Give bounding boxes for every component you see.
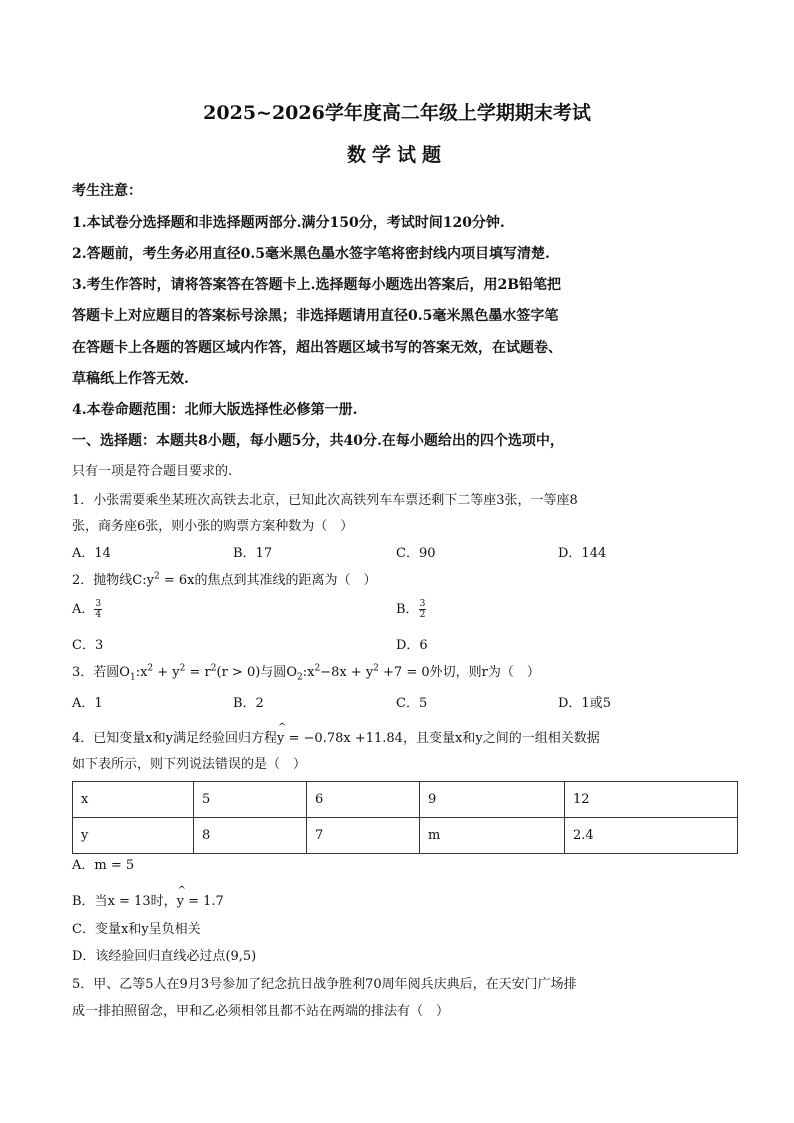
question-5-line-2: 成一排拍照留念，甲和乙必须相邻且都不站在两端的排法有（ ）	[72, 1004, 450, 1019]
question-4-option-b	[72, 890, 224, 909]
circle-1-exp: 2	[210, 663, 217, 674]
question-4-suffix: 之间的一组相关数据	[482, 731, 600, 746]
circle-2-eq-part: +7 = 0	[378, 665, 430, 680]
question-2-equation: = 6x	[159, 573, 195, 588]
table-cell: 5	[194, 782, 307, 818]
circle-1-eq-part: :x	[135, 665, 148, 680]
question-2-option-c: C．3	[72, 638, 104, 653]
section-heading-line-1: 一、选择题：本题共8小题，每小题5分，共40分.在每小题给出的四个选项中，	[72, 433, 564, 449]
circle-2-eq-part: :x	[302, 665, 315, 680]
option-math: (9,5)	[225, 949, 257, 964]
table-cell: x	[73, 782, 194, 818]
circle-2-name: O	[286, 665, 297, 680]
var-x: x	[454, 731, 463, 746]
question-3-suffix: 外切，则	[429, 665, 482, 680]
notice-item-4: 4.本卷命题范围：北师大版选择性必修第一册.	[72, 402, 358, 418]
fraction-denominator: 4	[95, 610, 102, 620]
question-4-mid: 满足经验回归方程	[173, 731, 278, 746]
table-cell: m	[420, 818, 565, 854]
question-4-option-c	[72, 918, 201, 937]
option-text: 和	[128, 922, 142, 937]
circle-1-subscript: 1	[129, 672, 136, 683]
table-cell: 7	[307, 818, 420, 854]
fraction-numerator: 3	[95, 599, 102, 609]
notice-item-3-line-1: 3.考生作答时，请将答案答在答题卡上.选择题每小题选出答案后，用2B铅笔把	[72, 277, 562, 293]
circle-1-condition: (r > 0)	[216, 665, 261, 680]
var-y: y	[475, 731, 483, 746]
question-1-option-b: B．17	[233, 546, 273, 561]
question-1-option-d: D．144	[558, 546, 607, 561]
exam-subtitle: 数学试题	[346, 144, 447, 166]
circle-2-exp: 2	[314, 663, 321, 674]
question-4-option-a	[72, 854, 134, 873]
table-row	[73, 782, 738, 818]
circle-1-exp: 2	[147, 663, 154, 674]
question-3-suffix: 为（ ）	[487, 665, 540, 680]
fraction-denominator: 2	[419, 610, 426, 620]
question-4-option-d	[72, 945, 256, 964]
table-cell: 6	[307, 782, 420, 818]
question-3-option-d: D．1或5	[558, 696, 611, 711]
question-3-prefix: 3．若圆	[72, 665, 120, 680]
question-2-option-d: D．6	[396, 638, 428, 653]
notice-item-3-line-3: 在答题卡上各题的答题区域内作答，超出答题区域书写的答案无效，在试题卷、	[72, 340, 562, 356]
question-2-stem	[72, 569, 376, 588]
var-x: x	[120, 922, 129, 937]
question-3-option-a: A．1	[72, 696, 103, 711]
question-2-prefix: 2．抛物线	[72, 573, 133, 588]
var-y: y	[165, 731, 173, 746]
question-2-option-a	[72, 598, 102, 620]
fraction-numerator: 3	[419, 599, 426, 609]
table-row	[73, 818, 738, 854]
circle-2-exp: 2	[373, 663, 379, 674]
question-2-curve: C:y	[132, 573, 154, 588]
question-3-var-r: r	[481, 665, 488, 680]
question-2-option-a-fraction	[94, 599, 102, 620]
table-cell: y	[73, 818, 194, 854]
circle-1-eq-part: + y	[153, 665, 180, 680]
circle-1-exp: 2	[179, 663, 186, 674]
conj: 和	[462, 731, 476, 746]
conj: 和	[152, 731, 166, 746]
question-1-option-a: A．14	[72, 546, 111, 561]
option-text: 呈负相关	[148, 922, 201, 937]
table-cell: 9	[420, 782, 565, 818]
var-x: x	[145, 731, 153, 746]
question-3-stem	[72, 661, 540, 683]
question-2-suffix: 的焦点到其准线的距离为（ ）	[194, 573, 377, 588]
circle-1-name: O	[119, 665, 130, 680]
table-cell: 12	[565, 782, 738, 818]
circle-1-eq-part: = r	[185, 665, 211, 680]
option-label: A．	[72, 858, 95, 873]
question-1-option-c: C．90	[396, 546, 436, 561]
question-4-line-2: 如下表所示，则下列说法错误的是（ ）	[72, 757, 307, 772]
question-2-exponent: 2	[153, 571, 160, 582]
option-label: B．当	[72, 894, 108, 909]
option-text: C．变量	[72, 922, 121, 937]
notice-item-3-line-4: 草稿纸上作答无效.	[72, 371, 189, 387]
question-4-prefix: 4．已知变量	[72, 731, 146, 746]
question-5-line-1: 5．甲、乙等5人在9月3号参加了纪念抗日战争胜利70周年阅兵庆典后，在天安门广场排	[72, 977, 577, 992]
question-3-option-c: C．5	[396, 696, 428, 711]
notice-heading: 考生注意：	[72, 183, 142, 199]
question-3-option-b: B．2	[233, 696, 264, 711]
exam-title: 2025~2026学年度高二年级上学期期末考试	[203, 102, 591, 124]
table-cell: 8	[194, 818, 307, 854]
question-2-option-a-label: A．	[72, 602, 95, 617]
notice-item-2: 2.答题前，考生务必用直径0.5毫米黑色墨水签字笔将密封线内项目填写清楚.	[72, 246, 550, 262]
option-math: x = 13	[107, 894, 151, 909]
var-y: y	[141, 922, 149, 937]
section-heading-line-2: 只有一项是符合题目要求的.	[72, 464, 233, 479]
option-text: D．该经验回归直线必过点	[72, 949, 226, 964]
notice-item-1: 1.本试卷分选择题和非选择题两部分.满分150分，考试时间120分钟.	[72, 215, 505, 231]
question-2-option-b	[396, 598, 426, 620]
option-math: m = 5	[94, 858, 135, 873]
table-cell: 2.4	[565, 818, 738, 854]
question-1-line-2: 张，商务座6张，则小张的购票方案种数为（ ）	[72, 519, 354, 534]
circle-2-eq-part: −8x + y	[320, 665, 374, 680]
y-hat: ^ y	[177, 894, 184, 909]
question-1-line-1: 1．小张需要乘坐某班次高铁去北京，已知此次高铁列车车票还剩下二等座3张，一等座8	[72, 493, 578, 508]
notice-item-3-line-2: 答题卡上对应题目的答案标号涂黑；非选择题请用直径0.5毫米黑色墨水签字笔	[72, 308, 559, 324]
y-hat: ^ y	[277, 731, 284, 746]
question-2-option-b-fraction	[419, 599, 427, 620]
regression-equation: = −0.78x +11.84	[284, 731, 403, 746]
question-4-line-1	[72, 727, 600, 746]
question-4-suffix: ，且变量	[402, 731, 455, 746]
circle-2-subscript: 2	[296, 672, 303, 683]
question-3-mid: 与圆	[260, 665, 287, 680]
option-math: = 1.7	[183, 894, 224, 909]
data-table	[72, 781, 738, 854]
option-text: 时，	[150, 894, 177, 909]
question-2-option-b-label: B．	[396, 602, 419, 617]
